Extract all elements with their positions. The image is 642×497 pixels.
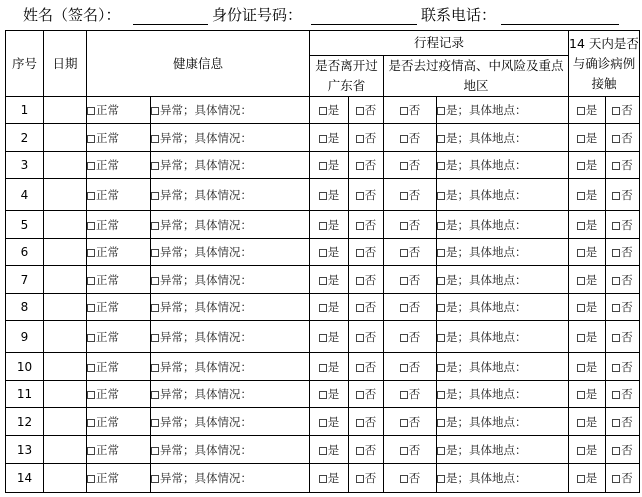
contact-yes-option[interactable]: 是 <box>577 360 598 374</box>
abnormal-option[interactable]: 异常；具体情况： <box>151 188 252 202</box>
contact-yes-option[interactable]: 是 <box>577 415 598 429</box>
name-field[interactable] <box>133 24 208 25</box>
checkbox-icon[interactable] <box>87 222 95 230</box>
contact-no-option[interactable]: 否 <box>612 443 633 457</box>
left-gd-yes-option[interactable]: 是 <box>319 103 340 117</box>
table-row <box>6 97 640 124</box>
checkbox-icon[interactable] <box>577 162 585 170</box>
left-gd-yes-option[interactable]: 是 <box>319 300 340 314</box>
checkbox-icon[interactable] <box>151 304 159 312</box>
checkbox-icon[interactable] <box>87 391 95 399</box>
date-cell[interactable] <box>44 464 87 493</box>
checkbox-icon[interactable] <box>400 304 408 312</box>
contact-no-option[interactable]: 否 <box>612 387 633 401</box>
row-seq: 6 <box>6 239 44 266</box>
contact-yes-option[interactable]: 是 <box>577 131 598 145</box>
date-cell[interactable] <box>44 211 87 239</box>
risk-area-no-option[interactable]: 否 <box>400 300 421 314</box>
checkbox-icon[interactable] <box>356 192 364 200</box>
checkbox-icon[interactable] <box>400 135 408 143</box>
row-seq: 14 <box>6 464 44 493</box>
left-gd-yes-option[interactable]: 是 <box>319 360 340 374</box>
normal-option[interactable]: 正常 <box>87 245 119 259</box>
normal-option[interactable]: 正常 <box>87 103 119 117</box>
table-row <box>6 152 640 179</box>
abnormal-option[interactable]: 异常；具体情况： <box>151 471 252 485</box>
date-cell[interactable] <box>44 321 87 353</box>
checkbox-icon[interactable] <box>319 222 327 230</box>
checkbox-icon[interactable] <box>151 419 159 427</box>
abnormal-option[interactable]: 异常；具体情况： <box>151 273 252 287</box>
risk-area-no-option[interactable]: 否 <box>400 443 421 457</box>
contact-no-option[interactable]: 否 <box>612 245 633 259</box>
risk-area-no-option[interactable]: 否 <box>400 188 421 202</box>
left-gd-no-option[interactable]: 否 <box>356 218 377 232</box>
checkbox-icon[interactable] <box>319 277 327 285</box>
checkbox-icon[interactable] <box>87 107 95 115</box>
checkbox-icon[interactable] <box>356 447 364 455</box>
contact-no-option[interactable]: 否 <box>612 158 633 172</box>
date-cell[interactable] <box>44 353 87 381</box>
table-row <box>6 353 640 381</box>
normal-option[interactable]: 正常 <box>87 443 119 457</box>
contact-no-option[interactable]: 否 <box>612 471 633 485</box>
checkbox-icon[interactable] <box>577 391 585 399</box>
checkbox-icon[interactable] <box>319 304 327 312</box>
date-cell[interactable] <box>44 381 87 408</box>
contact-yes-option[interactable]: 是 <box>577 300 598 314</box>
checkbox-icon[interactable] <box>400 447 408 455</box>
risk-area-no-option[interactable]: 否 <box>400 103 421 117</box>
travel-header: 行程记录 <box>310 31 569 56</box>
checkbox-icon[interactable] <box>356 222 364 230</box>
checkbox-icon[interactable] <box>400 107 408 115</box>
risk-area-no-option[interactable]: 否 <box>400 273 421 287</box>
checkbox-icon[interactable] <box>356 419 364 427</box>
left-gd-no-option[interactable]: 否 <box>356 103 377 117</box>
checkbox-icon[interactable] <box>437 419 445 427</box>
checkbox-icon[interactable] <box>612 162 620 170</box>
risk-area-yes-option[interactable]: 是；具体地点： <box>437 387 527 401</box>
checkbox-icon[interactable] <box>151 364 159 372</box>
checkbox-icon[interactable] <box>437 135 445 143</box>
checkbox-icon[interactable] <box>319 135 327 143</box>
checkbox-icon[interactable] <box>437 192 445 200</box>
left-gd-no-option[interactable]: 否 <box>356 443 377 457</box>
checkbox-icon[interactable] <box>577 364 585 372</box>
left-gd-yes-option[interactable]: 是 <box>319 415 340 429</box>
date-cell[interactable] <box>44 266 87 294</box>
normal-option[interactable]: 正常 <box>87 188 119 202</box>
left-gd-yes-option[interactable]: 是 <box>319 131 340 145</box>
checkbox-icon[interactable] <box>612 304 620 312</box>
row-seq: 8 <box>6 294 44 321</box>
row-seq: 5 <box>6 211 44 239</box>
table-row <box>6 239 640 266</box>
checkbox-icon[interactable] <box>151 475 159 483</box>
checkbox-icon[interactable] <box>356 277 364 285</box>
left-gd-header: 是否离开过广东省 <box>310 56 384 97</box>
normal-option[interactable]: 正常 <box>87 415 119 429</box>
checkbox-icon[interactable] <box>319 419 327 427</box>
risk-area-yes-option[interactable]: 是；具体地点： <box>437 218 527 232</box>
contact-no-option[interactable]: 否 <box>612 415 633 429</box>
risk-area-no-option[interactable]: 否 <box>400 218 421 232</box>
checkbox-icon[interactable] <box>356 475 364 483</box>
row-seq: 4 <box>6 179 44 211</box>
checkbox-icon[interactable] <box>577 334 585 342</box>
checkbox-icon[interactable] <box>577 475 585 483</box>
risk-area-yes-option[interactable]: 是；具体地点： <box>437 360 527 374</box>
left-gd-yes-option[interactable]: 是 <box>319 158 340 172</box>
row-seq: 11 <box>6 381 44 408</box>
risk-area-yes-option[interactable]: 是；具体地点： <box>437 158 527 172</box>
checkbox-icon[interactable] <box>400 277 408 285</box>
contact-yes-option[interactable]: 是 <box>577 103 598 117</box>
checkbox-icon[interactable] <box>151 249 159 257</box>
abnormal-option[interactable]: 异常；具体情况： <box>151 415 252 429</box>
checkbox-icon[interactable] <box>437 334 445 342</box>
checkbox-icon[interactable] <box>612 249 620 257</box>
normal-option[interactable]: 正常 <box>87 300 119 314</box>
health-travel-table <box>5 30 640 493</box>
row-seq: 3 <box>6 152 44 179</box>
risk-area-no-option[interactable]: 否 <box>400 158 421 172</box>
table-row <box>6 211 640 239</box>
form-header <box>0 0 642 30</box>
left-gd-no-option[interactable]: 否 <box>356 387 377 401</box>
table-row <box>6 408 640 436</box>
normal-option[interactable]: 正常 <box>87 330 119 344</box>
checkbox-icon[interactable] <box>87 364 95 372</box>
left-gd-no-option[interactable]: 否 <box>356 188 377 202</box>
contact-no-option[interactable]: 否 <box>612 188 633 202</box>
row-seq: 12 <box>6 408 44 436</box>
checkbox-icon[interactable] <box>319 334 327 342</box>
table-row <box>6 124 640 152</box>
checkbox-icon[interactable] <box>437 107 445 115</box>
checkbox-icon[interactable] <box>151 277 159 285</box>
id-label: 身份证号码： <box>212 6 303 24</box>
contact-yes-option[interactable]: 是 <box>577 188 598 202</box>
risk-area-no-option[interactable]: 否 <box>400 360 421 374</box>
contact-no-option[interactable]: 否 <box>612 330 633 344</box>
risk-area-yes-option[interactable]: 是；具体地点： <box>437 131 527 145</box>
checkbox-icon[interactable] <box>577 304 585 312</box>
checkbox-icon[interactable] <box>319 249 327 257</box>
checkbox-icon[interactable] <box>577 222 585 230</box>
checkbox-icon[interactable] <box>87 249 95 257</box>
left-gd-no-option[interactable]: 否 <box>356 300 377 314</box>
checkbox-icon[interactable] <box>612 222 620 230</box>
checkbox-icon[interactable] <box>356 135 364 143</box>
left-gd-no-option[interactable]: 否 <box>356 471 377 485</box>
normal-option[interactable]: 正常 <box>87 158 119 172</box>
date-header: 日期 <box>44 31 87 97</box>
risk-area-yes-option[interactable]: 是；具体地点： <box>437 103 527 117</box>
abnormal-option[interactable]: 异常；具体情况： <box>151 103 252 117</box>
checkbox-icon[interactable] <box>400 364 408 372</box>
date-cell[interactable] <box>44 436 87 464</box>
checkbox-icon[interactable] <box>437 304 445 312</box>
checkbox-icon[interactable] <box>356 249 364 257</box>
checkbox-icon[interactable] <box>612 107 620 115</box>
date-cell[interactable] <box>44 239 87 266</box>
abnormal-option[interactable]: 异常；具体情况： <box>151 245 252 259</box>
checkbox-icon[interactable] <box>400 419 408 427</box>
contact-no-option[interactable]: 否 <box>612 218 633 232</box>
checkbox-icon[interactable] <box>400 222 408 230</box>
date-cell[interactable] <box>44 124 87 152</box>
risk-area-no-option[interactable]: 否 <box>400 245 421 259</box>
abnormal-option[interactable]: 异常；具体情况： <box>151 131 252 145</box>
checkbox-icon[interactable] <box>612 391 620 399</box>
checkbox-icon[interactable] <box>151 222 159 230</box>
checkbox-icon[interactable] <box>87 447 95 455</box>
row-seq: 7 <box>6 266 44 294</box>
date-cell[interactable] <box>44 294 87 321</box>
table-row <box>6 464 640 493</box>
checkbox-icon[interactable] <box>400 391 408 399</box>
checkbox-icon[interactable] <box>151 162 159 170</box>
abnormal-option[interactable]: 异常；具体情况： <box>151 300 252 314</box>
date-cell[interactable] <box>44 408 87 436</box>
abnormal-option[interactable]: 异常；具体情况： <box>151 443 252 457</box>
abnormal-option[interactable]: 异常；具体情况： <box>151 360 252 374</box>
contact-no-option[interactable]: 否 <box>612 131 633 145</box>
checkbox-icon[interactable] <box>577 447 585 455</box>
checkbox-icon[interactable] <box>319 162 327 170</box>
checkbox-icon[interactable] <box>612 475 620 483</box>
abnormal-option[interactable]: 异常；具体情况： <box>151 387 252 401</box>
row-seq: 10 <box>6 353 44 381</box>
normal-option[interactable]: 正常 <box>87 360 119 374</box>
left-gd-no-option[interactable]: 否 <box>356 360 377 374</box>
checkbox-icon[interactable] <box>356 391 364 399</box>
left-gd-yes-option[interactable]: 是 <box>319 443 340 457</box>
checkbox-icon[interactable] <box>319 447 327 455</box>
checkbox-icon[interactable] <box>437 364 445 372</box>
contact-no-option[interactable]: 否 <box>612 360 633 374</box>
checkbox-icon[interactable] <box>612 447 620 455</box>
checkbox-icon[interactable] <box>400 475 408 483</box>
checkbox-icon[interactable] <box>356 334 364 342</box>
left-gd-no-option[interactable]: 否 <box>356 131 377 145</box>
checkbox-icon[interactable] <box>400 192 408 200</box>
normal-option[interactable]: 正常 <box>87 273 119 287</box>
contact-yes-option[interactable]: 是 <box>577 443 598 457</box>
row-seq: 13 <box>6 436 44 464</box>
abnormal-option[interactable]: 异常；具体情况： <box>151 330 252 344</box>
row-seq: 2 <box>6 124 44 152</box>
contact-yes-option[interactable]: 是 <box>577 387 598 401</box>
health-header: 健康信息 <box>87 31 310 97</box>
checkbox-icon[interactable] <box>151 334 159 342</box>
checkbox-icon[interactable] <box>356 162 364 170</box>
table-row <box>6 266 640 294</box>
table-row <box>6 294 640 321</box>
checkbox-icon[interactable] <box>151 447 159 455</box>
checkbox-icon[interactable] <box>437 162 445 170</box>
checkbox-icon[interactable] <box>612 364 620 372</box>
risk-area-yes-option[interactable]: 是；具体地点： <box>437 330 527 344</box>
contact-no-option[interactable]: 否 <box>612 103 633 117</box>
checkbox-icon[interactable] <box>87 192 95 200</box>
risk-area-no-option[interactable]: 否 <box>400 131 421 145</box>
checkbox-icon[interactable] <box>356 304 364 312</box>
left-gd-no-option[interactable]: 否 <box>356 245 377 259</box>
checkbox-icon[interactable] <box>87 277 95 285</box>
name-label: 姓名（签名）： <box>23 6 121 24</box>
checkbox-icon[interactable] <box>151 107 159 115</box>
contact-header: 14 天内是否与确诊病例接触 <box>569 31 640 97</box>
checkbox-icon[interactable] <box>319 364 327 372</box>
left-gd-no-option[interactable]: 否 <box>356 158 377 172</box>
checkbox-icon[interactable] <box>612 192 620 200</box>
checkbox-icon[interactable] <box>437 391 445 399</box>
date-cell[interactable] <box>44 97 87 124</box>
contact-yes-option[interactable]: 是 <box>577 471 598 485</box>
contact-yes-option[interactable]: 是 <box>577 245 598 259</box>
left-gd-yes-option[interactable]: 是 <box>319 218 340 232</box>
checkbox-icon[interactable] <box>87 419 95 427</box>
checkbox-icon[interactable] <box>612 419 620 427</box>
checkbox-icon[interactable] <box>356 107 364 115</box>
checkbox-icon[interactable] <box>577 107 585 115</box>
checkbox-icon[interactable] <box>437 277 445 285</box>
table-row <box>6 179 640 211</box>
left-gd-no-option[interactable]: 否 <box>356 330 377 344</box>
left-gd-yes-option[interactable]: 是 <box>319 273 340 287</box>
checkbox-icon[interactable] <box>319 475 327 483</box>
left-gd-yes-option[interactable]: 是 <box>319 188 340 202</box>
phone-label: 联系电话： <box>421 6 497 24</box>
checkbox-icon[interactable] <box>437 222 445 230</box>
date-cell[interactable] <box>44 152 87 179</box>
checkbox-icon[interactable] <box>577 419 585 427</box>
risk-area-yes-option[interactable]: 是；具体地点： <box>437 415 527 429</box>
checkbox-icon[interactable] <box>612 334 620 342</box>
id-field[interactable] <box>311 24 417 25</box>
table-row <box>6 321 640 353</box>
left-gd-no-option[interactable]: 否 <box>356 415 377 429</box>
risk-area-no-option[interactable]: 否 <box>400 330 421 344</box>
seq-header: 序号 <box>6 31 44 97</box>
contact-yes-option[interactable]: 是 <box>577 158 598 172</box>
checkbox-icon[interactable] <box>319 107 327 115</box>
risk-area-no-option[interactable]: 否 <box>400 387 421 401</box>
checkbox-icon[interactable] <box>87 304 95 312</box>
checkbox-icon[interactable] <box>577 135 585 143</box>
phone-field[interactable] <box>501 24 619 25</box>
row-seq: 9 <box>6 321 44 353</box>
checkbox-icon[interactable] <box>87 135 95 143</box>
normal-option[interactable]: 正常 <box>87 218 119 232</box>
checkbox-icon[interactable] <box>400 249 408 257</box>
abnormal-option[interactable]: 异常；具体情况： <box>151 158 252 172</box>
contact-no-option[interactable]: 否 <box>612 300 633 314</box>
checkbox-icon[interactable] <box>400 162 408 170</box>
checkbox-icon[interactable] <box>319 391 327 399</box>
risk-area-yes-option[interactable]: 是；具体地点： <box>437 443 527 457</box>
left-gd-yes-option[interactable]: 是 <box>319 330 340 344</box>
table-row <box>6 381 640 408</box>
checkbox-icon[interactable] <box>319 192 327 200</box>
risk-area-yes-option[interactable]: 是；具体地点： <box>437 273 527 287</box>
checkbox-icon[interactable] <box>612 135 620 143</box>
checkbox-icon[interactable] <box>437 249 445 257</box>
left-gd-no-option[interactable]: 否 <box>356 273 377 287</box>
checkbox-icon[interactable] <box>577 249 585 257</box>
checkbox-icon[interactable] <box>577 192 585 200</box>
left-gd-yes-option[interactable]: 是 <box>319 387 340 401</box>
checkbox-icon[interactable] <box>151 135 159 143</box>
risk-area-yes-option[interactable]: 是；具体地点： <box>437 245 527 259</box>
contact-yes-option[interactable]: 是 <box>577 330 598 344</box>
checkbox-icon[interactable] <box>577 277 585 285</box>
left-gd-yes-option[interactable]: 是 <box>319 471 340 485</box>
checkbox-icon[interactable] <box>151 192 159 200</box>
checkbox-icon[interactable] <box>151 391 159 399</box>
checkbox-icon[interactable] <box>437 447 445 455</box>
checkbox-icon[interactable] <box>87 334 95 342</box>
abnormal-option[interactable]: 异常；具体情况： <box>151 218 252 232</box>
normal-option[interactable]: 正常 <box>87 471 119 485</box>
risk-area-header: 是否去过疫情高、中风险及重点地区 <box>384 56 569 97</box>
normal-option[interactable]: 正常 <box>87 387 119 401</box>
risk-area-no-option[interactable]: 否 <box>400 471 421 485</box>
contact-yes-option[interactable]: 是 <box>577 218 598 232</box>
risk-area-yes-option[interactable]: 是；具体地点： <box>437 300 527 314</box>
left-gd-yes-option[interactable]: 是 <box>319 245 340 259</box>
contact-no-option[interactable]: 否 <box>612 273 633 287</box>
checkbox-icon[interactable] <box>437 475 445 483</box>
risk-area-yes-option[interactable]: 是；具体地点： <box>437 471 527 485</box>
checkbox-icon[interactable] <box>612 277 620 285</box>
checkbox-icon[interactable] <box>87 162 95 170</box>
date-cell[interactable] <box>44 179 87 211</box>
checkbox-icon[interactable] <box>356 364 364 372</box>
table-row <box>6 436 640 464</box>
checkbox-icon[interactable] <box>400 334 408 342</box>
risk-area-no-option[interactable]: 否 <box>400 415 421 429</box>
checkbox-icon[interactable] <box>87 475 95 483</box>
contact-yes-option[interactable]: 是 <box>577 273 598 287</box>
row-seq: 1 <box>6 97 44 124</box>
risk-area-yes-option[interactable]: 是；具体地点： <box>437 188 527 202</box>
normal-option[interactable]: 正常 <box>87 131 119 145</box>
